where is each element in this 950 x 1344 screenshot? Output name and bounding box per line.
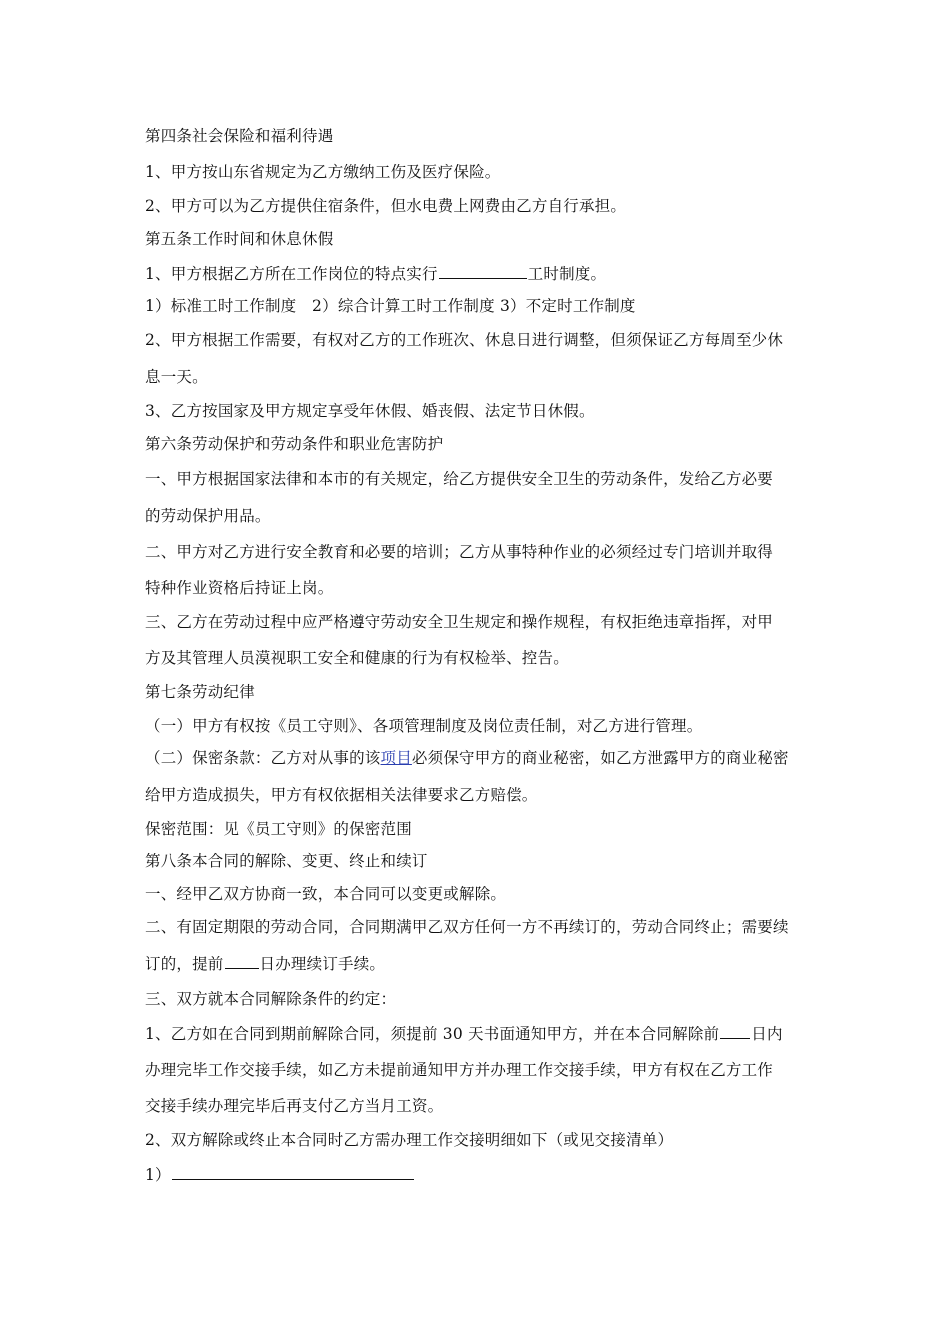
article-7-paragraph-2-cont: 给甲方造成损失，甲方有权依据相关法律要求乙方赔偿。: [145, 786, 538, 804]
article-8-paragraph-5: 2、双方解除或终止本合同时乙方需办理工作交接明细如下（或见交接清单）: [145, 1131, 674, 1149]
article-8-title: 第八条本合同的解除、变更、终止和续订: [145, 852, 428, 870]
fill-blank: [720, 1023, 750, 1039]
article-4-title: 第四条社会保险和福利待遇: [145, 127, 334, 145]
article-5-paragraph-2-cont: 息一天。: [145, 368, 208, 386]
article-5-paragraph-1: 1、甲方根据乙方所在工作岗位的特点实行 工时制度。: [145, 265, 607, 283]
fill-blank: [439, 263, 527, 279]
handover-item-1: 1）: [145, 1164, 815, 1185]
article-6-paragraph-2: 二、甲方对乙方进行安全教育和必要的培训；乙方从事特种作业的必须经过专门培训并取得: [145, 543, 774, 561]
article-8-paragraph-2: 二、有固定期限的劳动合同，合同期满甲乙双方任何一方不再续订的，劳动合同终止；需要续: [145, 918, 789, 936]
article-8-paragraph-4-cont-1: 办理完毕工作交接手续，如乙方未提前通知甲方并办理工作交接手续，甲方有权在乙方工作: [145, 1061, 774, 1079]
article-6-paragraph-3: 三、乙方在劳动过程中应严格遵守劳动安全卫生规定和操作规程，有权拒绝违章指挥，对甲: [145, 613, 774, 631]
article-6-paragraph-1: 一、甲方根据国家法律和本市的有关规定，给乙方提供安全卫生的劳动条件，发给乙方必要: [145, 470, 774, 488]
article-6-paragraph-2-cont: 特种作业资格后持证上岗。: [145, 579, 334, 597]
work-hour-options: 1）标准工时工作制度 2）综合计算工时工作制度 3）不定时工作制度: [145, 297, 636, 315]
article-7-paragraph-2: （二）保密条款：乙方对从事的该项目必须保守甲方的商业秘密，如乙方泄露甲方的商业秘密: [145, 749, 789, 767]
article-5-title: 第五条工作时间和休息休假: [145, 230, 334, 248]
article-7-confidentiality-scope: 保密范围：见《员工守则》的保密范围: [145, 820, 412, 838]
article-6-paragraph-1-cont: 的劳动保护用品。: [145, 507, 271, 525]
fill-blank: [225, 953, 259, 969]
project-link[interactable]: 项目: [380, 749, 412, 767]
article-6-paragraph-3-cont: 方及其管理人员漠视职工安全和健康的行为有权检举、控告。: [145, 649, 569, 667]
article-8-paragraph-1: 一、经甲乙双方协商一致，本合同可以变更或解除。: [145, 885, 507, 903]
fill-blank: [172, 1164, 414, 1180]
article-4-paragraph-1: 1、甲方按山东省规定为乙方缴纳工伤及医疗保险。: [145, 163, 501, 181]
article-7-paragraph-1: （一）甲方有权按《员工守则》、各项管理制度及岗位责任制，对乙方进行管理。: [145, 717, 703, 735]
article-8-paragraph-4-cont-2: 交接手续办理完毕后再支付乙方当月工资。: [145, 1097, 444, 1115]
article-8-paragraph-3: 三、双方就本合同解除条件的约定：: [145, 990, 397, 1008]
article-7-title: 第七条劳动纪律: [145, 683, 255, 701]
article-4-paragraph-2: 2、甲方可以为乙方提供住宿条件，但水电费上网费由乙方自行承担。: [145, 197, 627, 215]
article-5-paragraph-2: 2、甲方根据工作需要，有权对乙方的工作班次、休息日进行调整，但须保证乙方每周至少休: [145, 331, 784, 349]
article-8-paragraph-2-cont: 订的，提前 日办理续订手续。: [145, 955, 386, 973]
article-6-title: 第六条劳动保护和劳动条件和职业危害防护: [145, 435, 444, 453]
article-8-paragraph-4: 1、乙方如在合同到期前解除合同，须提前 30 天书面通知甲方，并在本合同解除前 日内: [145, 1025, 783, 1043]
article-5-paragraph-3: 3、乙方按国家及甲方规定享受年休假、婚丧假、法定节日休假。: [145, 402, 595, 420]
